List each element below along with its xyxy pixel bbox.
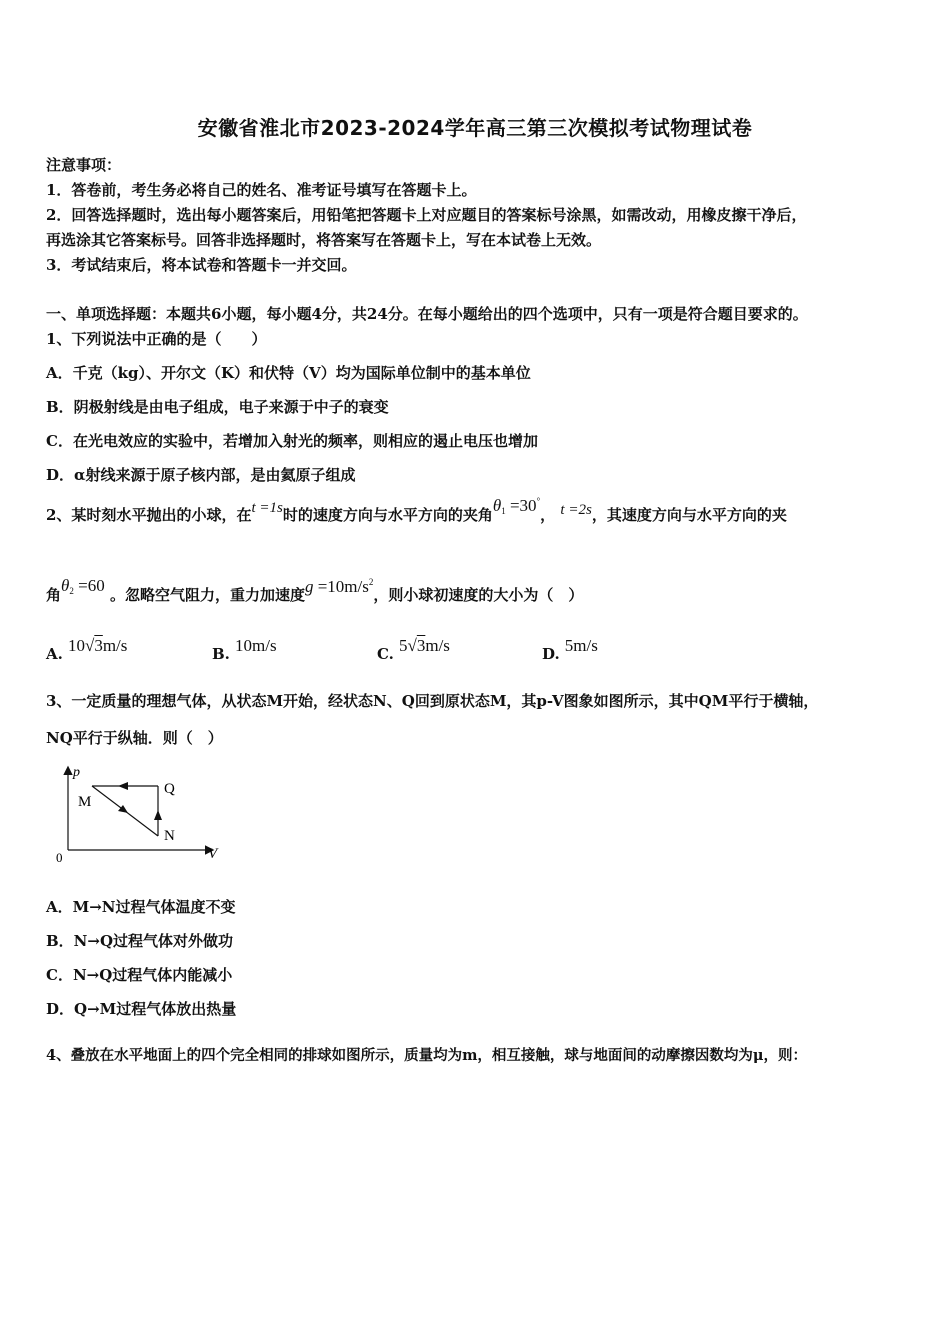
q2-theta2 — [61, 576, 105, 595]
page-title: 安徽省淮北市2023-2024学年高三第三次模拟考试物理试卷 — [197, 116, 753, 140]
question-1-option-c[interactable]: C．在光电效应的实验中，若增加入射光的频率，则相应的遏止电压也增加 — [46, 432, 538, 450]
option-label: D. — [542, 645, 560, 663]
notice-heading: 注意事项： — [46, 156, 122, 174]
q2-theta1-val: =30 — [505, 496, 537, 515]
q2-text: ， — [540, 506, 556, 524]
notice-item: 3．考试结束后，将本试卷和答题卡一并交回。 — [46, 256, 357, 274]
q2-theta2-sub: 2 — [69, 586, 74, 596]
option-value: 5m/s — [564, 636, 598, 655]
question-3-option-c[interactable]: C．N→Q过程气体内能减小 — [46, 966, 233, 984]
option-radicand: 3 — [94, 636, 103, 655]
origin-label: 0 — [56, 850, 63, 865]
q2-theta2-sym: θ — [61, 576, 70, 595]
option-pre: 10 — [67, 636, 85, 655]
option-label: A. — [46, 645, 63, 663]
option-unit: m/s — [425, 636, 450, 655]
question-4-stem: 4、叠放在水平地面上的四个完全相同的排球如图所示，质量均为m，相互接触，球与地面间的动摩擦因数均为μ，则： — [46, 1047, 808, 1064]
option-radicand: 3 — [416, 636, 426, 655]
option-pre: 5 — [399, 636, 408, 655]
question-1-stem: 1、下列说法中正确的是（ ） — [46, 330, 267, 348]
notice-item: 2．回答选择题时，选出每小题答案后，用铅笔把答题卡上对应题目的答案标号涂黑，如需改动，用橡皮擦干净后， — [46, 206, 807, 224]
section-heading: 一、单项选择题：本题共6小题，每小题4分，共24分。在每小题给出的四个选项中，只有一项是符合题目要求的。 — [46, 305, 808, 323]
question-2-option-b[interactable] — [212, 636, 277, 663]
state-m-label: M — [78, 794, 92, 810]
pv-diagram — [52, 762, 232, 866]
v-axis-label: V — [208, 846, 218, 862]
q2-theta1-deg: ° — [536, 496, 541, 506]
state-q-label: Q — [164, 781, 175, 797]
q2-theta2-val: =60 — [73, 576, 105, 595]
option-label: B. — [212, 645, 230, 663]
question-2-stem-line1 — [46, 496, 787, 525]
question-3-option-a[interactable]: A．M→N过程气体温度不变 — [46, 898, 236, 916]
q2-t2-value: t =2s — [560, 502, 592, 518]
option-unit: m/s — [102, 636, 128, 655]
question-1-option-b[interactable]: B．阴极射线是由电子组成，电子来源于中子的衰变 — [46, 398, 389, 416]
q2-theta1-sym: θ — [492, 496, 502, 515]
question-2-option-a[interactable] — [46, 636, 128, 663]
q2-g-val: =10m/s — [313, 577, 369, 596]
arrow-n-q — [154, 810, 162, 820]
arrow-q-m — [118, 782, 128, 790]
question-2-stem-line2 — [46, 576, 584, 605]
p-axis-label: p — [73, 765, 80, 780]
option-value: 10√3m/s — [67, 636, 128, 655]
q2-g-sym: g — [304, 577, 314, 596]
q2-t1-value: t =1s — [251, 500, 283, 516]
q2-text: 。忽略空气阻力，重力加速度 — [109, 586, 305, 604]
q2-text: 2、某时刻水平抛出的小球，在 — [46, 506, 252, 524]
q2-theta1-sub: 1 — [501, 506, 506, 516]
q2-text: ，其速度方向与水平方向的夹 — [591, 506, 787, 524]
state-n-label: N — [164, 828, 175, 844]
question-2-option-d[interactable] — [542, 636, 598, 663]
option-label: C. — [377, 645, 394, 663]
question-1-option-d[interactable]: D．α射线来源于原子核内部，是由氦原子组成 — [46, 466, 356, 484]
question-3-option-b[interactable]: B．N→Q过程气体对外做功 — [46, 932, 234, 950]
q2-t1 — [251, 500, 282, 516]
question-3-stem-line1: 3、一定质量的理想气体，从状态M开始，经状态N、Q回到原状态M，其p-V图象如图所示，其中QM平行于横轴， — [46, 692, 819, 710]
option-value: 10m/s — [235, 636, 277, 655]
q2-t2 — [560, 502, 591, 518]
q2-text: 角 — [46, 586, 62, 604]
question-3-option-d[interactable]: D．Q→M过程气体放出热量 — [46, 1000, 237, 1018]
option-value: 5√3m/s — [399, 636, 450, 655]
q2-g-sup: 2 — [368, 577, 374, 587]
q2-text: ，则小球初速度的大小为（ ） — [373, 586, 584, 604]
q2-gravity — [305, 577, 373, 596]
q2-theta1 — [493, 496, 540, 515]
notice-item: 1．答卷前，考生务必将自己的姓名、准考证号填写在答题卡上。 — [46, 181, 477, 199]
question-1-option-a[interactable]: A．千克（kg）、开尔文（K）和伏特（V）均为国际单位制中的基本单位 — [46, 364, 531, 382]
q2-text: 时的速度方向与水平方向的夹角 — [282, 506, 493, 524]
question-3-stem-line2: NQ平行于纵轴．则（ ） — [46, 729, 223, 747]
notice-item: 再选涂其它答案标号。回答非选择题时，将答案写在答题卡上，写在本试卷上无效。 — [46, 231, 602, 249]
question-2-option-c[interactable] — [377, 636, 450, 663]
